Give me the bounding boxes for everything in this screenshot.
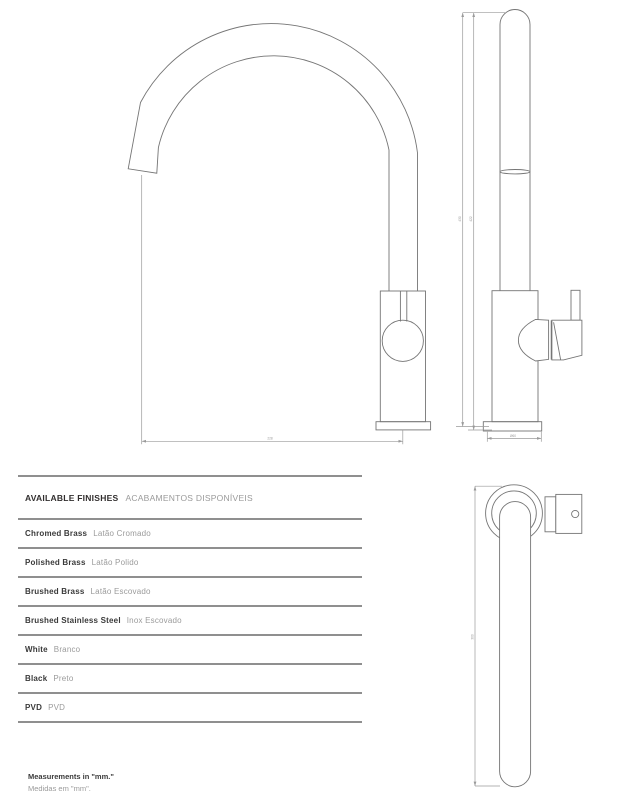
dimension-extension-lines [142, 175, 403, 444]
finishes-header-en: AVAILABLE FINISHES [25, 492, 119, 503]
finish-name-en: Brushed Stainless Steel [25, 616, 121, 625]
finish-name-en: Black [25, 674, 48, 683]
handle-connector-top [545, 497, 556, 532]
finish-row [18, 634, 362, 663]
finish-name-en: Brushed Brass [25, 587, 85, 596]
finish-name-pt: Inox Escovado [126, 616, 182, 625]
spout-seam [500, 170, 530, 174]
handle-knob-circle [382, 320, 423, 361]
height-outer-dimension-label: 430 [458, 216, 462, 222]
finish-name-pt: Latão Polido [91, 558, 139, 567]
height-inner-dimension-label: 422 [469, 216, 473, 222]
finishes-table-header [18, 475, 362, 518]
faucet-body [380, 291, 425, 422]
handle-block [552, 320, 582, 360]
length-dimension-label: 300 [470, 634, 475, 640]
base-width-dimension-label: Ø60 [509, 434, 517, 438]
finish-row [18, 547, 362, 576]
finish-row [18, 692, 362, 723]
finishes-header-pt: ACABAMENTOS DISPONÍVEIS [125, 492, 253, 503]
finish-name-pt: Latão Cromado [93, 529, 151, 538]
measurement-note [28, 771, 114, 794]
handle-lever-stick [571, 290, 580, 320]
spout-tube-top [500, 502, 531, 787]
spout-reach-dimension-label: 228 [267, 436, 273, 441]
height-extension-ticks [456, 13, 505, 430]
finish-name-pt: Branco [53, 645, 81, 654]
top-view-drawing [470, 485, 581, 787]
measurement-note-en: Measurements in "mm." [28, 772, 114, 781]
finish-row [18, 576, 362, 605]
finish-row [18, 663, 362, 692]
finish-row [18, 518, 362, 547]
front-view-drawing [128, 24, 430, 445]
base-flange-side [483, 422, 541, 431]
length-extension-ticks [475, 486, 502, 786]
finish-name-pt: Latão Escovado [90, 587, 151, 596]
spout-outline [128, 24, 417, 291]
handle-box-top [556, 494, 582, 533]
base-flange [376, 422, 431, 430]
finishes-table [18, 475, 362, 723]
side-view-drawing [456, 10, 582, 442]
finish-name-en: PVD [25, 703, 43, 712]
finish-name-pt: Preto [53, 674, 74, 683]
spout-column-outline [500, 10, 530, 292]
handle-dome [518, 319, 548, 361]
finish-name-en: Polished Brass [25, 558, 86, 567]
cartridge-lines [400, 291, 406, 322]
finish-name-en: Chromed Brass [25, 529, 88, 538]
finish-name-en: White [25, 645, 48, 654]
measurement-note-pt: Medidas em "mm". [28, 783, 91, 793]
finish-name-pt: PVD [48, 703, 66, 712]
finish-row [18, 605, 362, 634]
